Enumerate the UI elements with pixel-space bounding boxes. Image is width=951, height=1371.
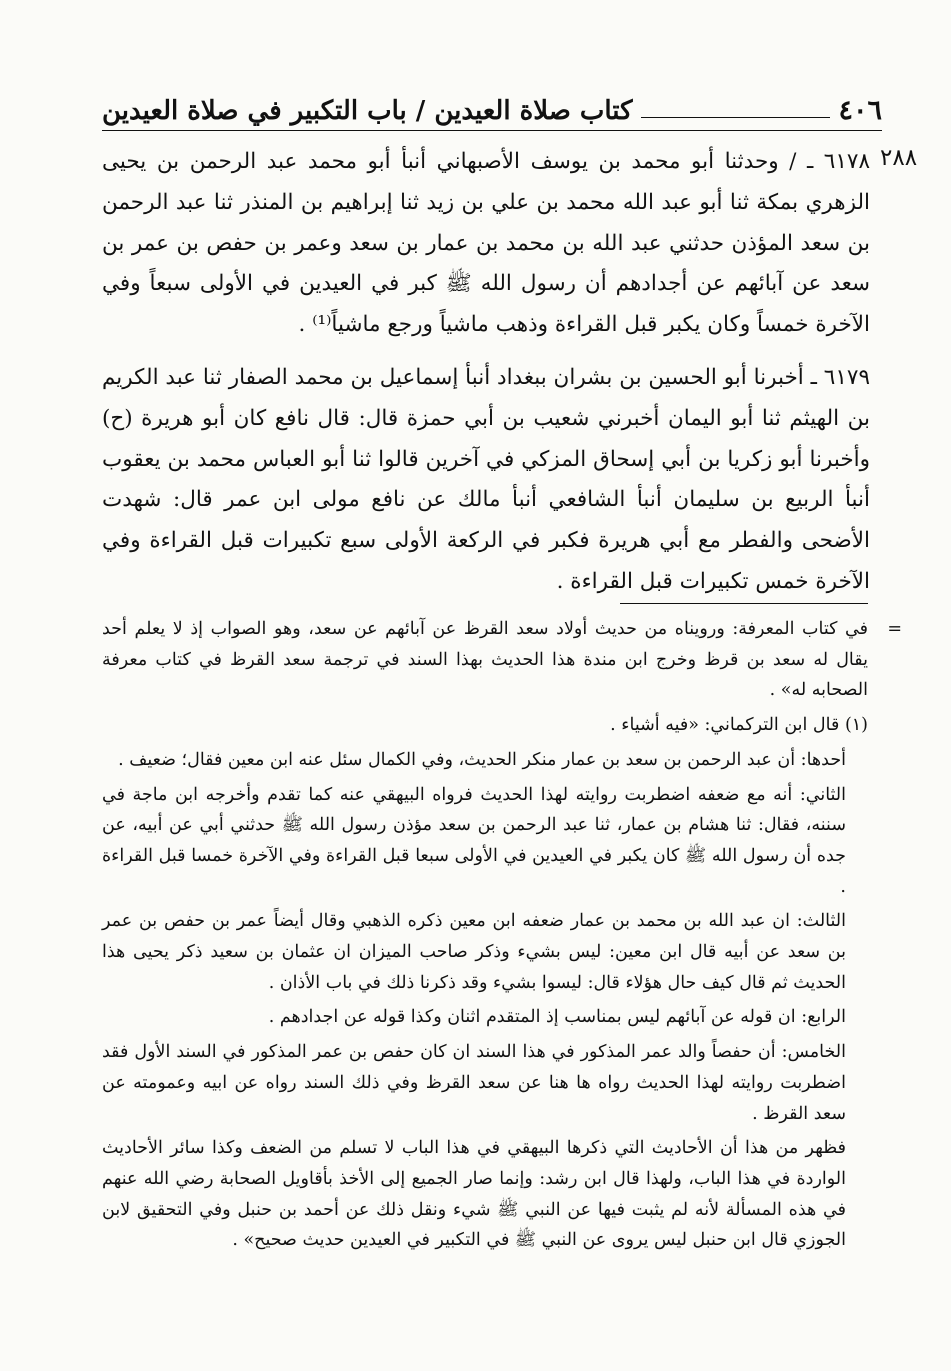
margin-page-reference: ٢٨٨ — [880, 145, 918, 171]
footnote-item-2: الثاني: أنه مع ضعفه اضطربت روايته لهذا الحديث فرواه البيهقي عنه كما تقدم وأخرجه ابن ماجة في سننه، فقال: ثنا هشام بن عمار، ثنا عبد الرحمن بن سعد مؤذن رسول الله ﷺ حدثني أبي عن أبيه، عن جده أن رسول الله ﷺ كان يكبر في العيدين في الأولى سبعا قبل القراءة وفي الآخرة خمسا قبل القراءة . — [102, 784, 846, 897]
main-text — [102, 142, 870, 603]
footnotes — [102, 614, 902, 1256]
continuation-text: في كتاب المعرفة: ورويناه من حديث أولاد سعد القرظ عن آبائهم عن سعد، وهو الصواب إذ لا يعلم أحد يقال له سعد بن قرظ وخرج ابن مندة هذا الحديث بهذا السند في ترجمة سعد القرظ في كتاب معرفة الصحابه له» . — [102, 619, 868, 701]
continuation-marker: = — [887, 619, 902, 639]
footnote-item-4: الرابع: ان قوله عن آبائهم ليس بمناسب إذ المتقدم اثنان وكذا قوله عن اجدادهم . — [268, 1007, 846, 1028]
footnote-1-intro — [102, 710, 868, 741]
hadith-6179: ٦١٧٩ ـ أخبرنا أبو الحسين بن بشران ببغداد أنبأ إسماعيل بن محمد الصفار ثنا عبد الكريم بن الهيثم ثنا أبو اليمان أخبرني شعيب بن أبي حمزة قال: قال نافع كان أبو هريرة (ح) وأخبرنا أبو زكريا بن أبي إسحاق المزكي في آخرين قالوا ثنا أبو العباس محمد بن يعقوب أنبأ الربيع بن سليمان أنبأ الشافعي أنبأ مالك عن نافع مولى ابن عمر قال: شهدت الأضحى والفطر مع أبي هريرة فكبر في الركعة الأولى سبع تكبيرات قبل القراءة وفي الآخرة خمس تكبيرات قبل القراءة . — [102, 364, 870, 594]
running-title: كتاب صلاة العيدين / باب التكبير في صلاة العيدين — [102, 96, 633, 126]
page-header — [102, 88, 882, 128]
footnote-conclusion: فظهر من هذا أن الأحاديث التي ذكرها البيهقي في هذا الباب لا تسلم من الضعف وكذا سائر الأحاديث الواردة في هذا الباب، ولهذا قال ابن رشد: وإنما صار الجميع إلى الأخذ بأقاويل الصحابة رضي الله عنهم في هذه المسألة لأنه لم يثبت فيها عن النبي ﷺ شيء ونقل ذلك عن أحمد بن حنبل وفي التحقيق لابن الجوزي قال ابن حنبل ليس يروى عن النبي ﷺ في التكبير في العيدين حديث صحيح» . — [102, 1138, 846, 1251]
footnote-separator — [620, 603, 868, 604]
hadith-6178: ٦١٧٨ ـ / وحدثنا أبو محمد بن يوسف الأصبهاني أنبأ أبو محمد عبد الرحمن بن يحيى الزهري بمكة ثنا أبو عبد الله محمد بن علي بن زيد ثنا إبراهيم بن المنذر ثنا عبد الرحمن بن سعد المؤذن حدثني عبد الله بن محمد بن عمار بن سعد وعمر بن حفص بن عمر بن سعد عن آبائهم عن أجدادهم أن رسول الله ﷺ كبر في العيدين في الأولى سبعاً وفي الآخرة خمساً وكان يكبر قبل القراءة وذهب ماشياً ورجع ماشياً⁽¹⁾ . — [102, 149, 870, 338]
footnote-item-5: الخامس: أن حفصاً والد عمر المذكور في هذا السند ان كان حفص بن عمر المذكور في السند الأول فقد اضطربت روايته لهذا الحديث رواه ها هنا عن سعد القرظ وفي ذلك السند رواه عن ابيه وعمومته عن سعد القرظ . — [102, 1042, 846, 1124]
footnote-1-marker: (١) — [844, 715, 868, 736]
header-rule — [641, 117, 831, 118]
footnote-item-3: الثالث: ان عبد الله بن محمد بن عمار ضعفه ابن معين ذكره الذهبي وقال أيضاً عمر بن حفص بن عمر بن سعد عن أبيه قال ابن معين: ليس بشيء وذكر صاحب الميزان ان عثمان بن سعيد ذكر يحيى هذا الحديث ثم قال كيف حال هؤلاء قال: ليسوا بشيء وقد ذكرنا ذلك في باب الأذان . — [102, 911, 846, 993]
footnote-1-intro-text: قال ابن التركماني: «فيه أشياء . — [610, 715, 840, 736]
header-divider — [102, 130, 882, 131]
page-number: ٤٠٦ — [838, 95, 882, 126]
footnote-item-1: أحدها: أن عبد الرحمن بن سعد بن عمار منكر الحديث، وفي الكمال سئل عنه ابن معين فقال؛ ضعيف . — [118, 749, 846, 770]
footnote-continuation — [102, 614, 902, 706]
